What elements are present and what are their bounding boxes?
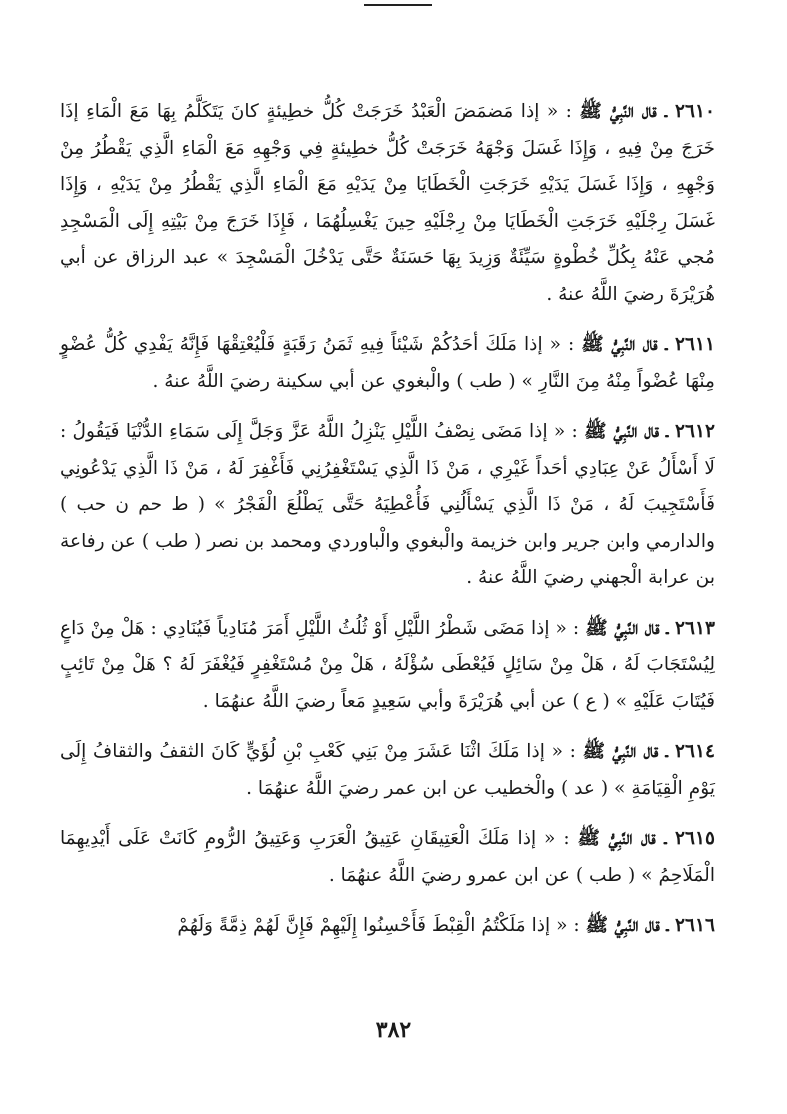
entry-dash: ـ — [659, 421, 676, 442]
hadith-entry-2610 — [60, 94, 715, 313]
entry-speaker: قال النَّبِيُّ ﷺ — [577, 828, 656, 849]
entry-dash: ـ — [656, 101, 676, 122]
entry-number: ٢٦١٢ — [675, 421, 715, 442]
hadith-entry-2615 — [60, 821, 715, 894]
entry-speaker: قال النَّبِيُّ ﷺ — [585, 617, 660, 639]
entry-text: : « إذا مَضَى شَطْرُ اللَّيْلِ أَوْ ثُلُثُ اللَّيْلِ أَمَرَ مُنَادِياً فَيُنَادِي : هَلْ مِنْ دَاعٍ لِيُسْتَجَابَ لَهُ ، هَلْ مِنْ سَائِلٍ فَيُعْطَى سُؤْلَهُ ، هَلْ مِنْ مُسْتَغْفِرٍ فَيُغْفَرَ لَهُ ؟ هَلْ مِنْ تَائِبٍ فَيُتَابَ عَلَيْهِ » ( ع ) عن أبي هُرَيْرَةَ وأبي سَعِيدٍ مَعاً رضيَ اللَّهُ عنهُمَا . — [60, 617, 715, 712]
entry-text: : « إذا مَلَكْتُمُ الْقِبْطَ فَأَحْسِنُوا إِلَيْهِمْ فَإِنَّ لَهُمْ ذِمَّةً وَلَهُمْ — [177, 915, 586, 936]
entry-speaker: قال النَّبِيُّ ﷺ — [581, 334, 658, 355]
entry-text: : « إذا مَضمَضَ الْعَبْدُ خَرَجَتْ كُلُّ خطِيئةٍ كانَ يَتَكَلَّمُ بِهَا مَعَ الْمَاءِ إذَا خَرَجَ مِنْ فِيهِ ، وَإِذَا غَسَلَ وَجْهَهُ خَرَجَتْ كُلُّ خطِيئةٍ فِي وَجْهِهِ مَعَ الْمَاءِ الَّذِي يَقْطُرُ مِنْ وَجْهِهِ ، وَإِذَا غَسَلَ يَدَيْهِ خَرَجَتِ الْخَطَايَا مِنْ يَدَيْهِ مَعَ الْمَاءِ الَّذِي يَقْطُرُ مِنْ يَدَيْهِ ، وَإِذَا غَسَلَ رِجْلَيْهِ خَرَجَتِ الْخَطَايَا مِنْ رِجْلَيْهِ حِينَ يَغْسِلُهُمَا ، فَإِذَا خَرَجَ مِنْ بَيْتِهِ إِلَى الْمَسْجِدِ مُجي عَنْهُ بِكُلِّ خُطْوةٍ سَيِّئَةٌ وَزِيدَ بِهَا حَسَنَةٌ حَتَّى يَدْخُلَ الْمَسْجِدَ » عبد الرزاق عن أبي هُرَيْرَةَ رضيَ اللَّهُ عنهُ . — [60, 101, 715, 305]
entry-number: ٢٦١٥ — [675, 828, 715, 849]
entry-text: : « إذا مَلَكَ الْعَتِيقَانِ عَتِيقُ الْعَرَبِ وَعَتِيقُ الرُّومِ كَانَتْ عَلَى أَيْدِيهِمَا الْمَلَاحِمُ » ( طب ) عن ابن عمرو رضيَ اللَّهُ عنهُمَا . — [60, 828, 715, 886]
top-rule — [364, 4, 432, 6]
entry-text: : « إذا مَلَكَ اثْنَا عَشَرَ مِنْ بَنِي كَعْبِ بْنِ لُؤَيٍّ كَانَ الثقفُ والثقافُ إِلَى يَوْمِ الْقِيَامَةِ » ( عد ) والْخطيب عن ابن عمر رضيَ اللَّهُ عنهُمَا . — [60, 741, 715, 799]
entry-speaker: قال النَّبِيُّ ﷺ — [582, 741, 659, 762]
hadith-entry-2614 — [60, 734, 715, 807]
hadith-entry-2612 — [60, 414, 715, 597]
entry-text: : « إذا مَضَى نِصْفُ اللَّيْلِ يَنْزِلُ اللَّهُ عَزَّ وَجَلَّ إِلَى سَمَاءِ الدُّنْيَا فَيَقُولُ : لَا أَسْأَلُ عَنْ عِبَادِي أحَداً غَيْرِي ، مَنْ ذَا الَّذِي يَسْتَغْفِرُنِي فَأَغْفِرَ لَهُ ، مَنْ ذَا الَّذِي يَدْعُونِي فَأَسْتَجِيبَ لَهُ ، مَنْ ذَا الَّذِي يَسْأَلُنِي فَأُعْطِيَهُ حَتَّى يَطْلُعَ الْفَجْرُ » ( ط حم ن حب ) والدارمي وابن جرير وابن خزيمة والْبغوي والْباوردي ومحمد بن نصر ( طب ) عن رفاعة بن عرابة الْجهني رضيَ اللَّهُ عنهُ . — [60, 421, 715, 588]
entry-number: ٢٦١١ — [675, 334, 715, 355]
entry-number: ٢٦١٦ — [675, 915, 715, 936]
entry-speaker: قال النَّبِيُّ ﷺ — [584, 421, 660, 442]
entry-text: : « إذا مَلَكَ أحَدُكُمْ شَيْئاً فِيهِ ثَمَنُ رَقَبَةٍ فَلْيُعْتِقْهَا فَإِنَّهُ يَفْدِي كُلُّ عُضْوٍ مِنْهَا عُضْواً مِنْهُ مِنَ النَّارِ » ( طب ) والْبغوي عن أبي سكينة رضيَ اللَّهُ عنهُ . — [60, 334, 715, 392]
entry-speaker: قال النَّبِيُّ ﷺ — [579, 101, 657, 122]
entry-number: ٢٦١٤ — [675, 741, 715, 762]
entry-number: ٢٦١٠ — [675, 101, 715, 122]
entry-dash: ـ — [658, 741, 676, 762]
entry-speaker: قال النَّبِيُّ ﷺ — [585, 915, 660, 936]
page-body — [60, 94, 715, 959]
entry-number: ٢٦١٣ — [675, 617, 715, 639]
hadith-entry-2613 — [60, 611, 715, 721]
entry-dash: ـ — [655, 828, 676, 849]
hadith-entry-2611 — [60, 327, 715, 400]
hadith-entry-2616 — [60, 908, 715, 945]
page-number: ٣٨٢ — [375, 1017, 412, 1043]
entry-dash: ـ — [659, 617, 676, 639]
entry-dash: ـ — [657, 334, 676, 355]
entry-dash: ـ — [659, 915, 676, 936]
